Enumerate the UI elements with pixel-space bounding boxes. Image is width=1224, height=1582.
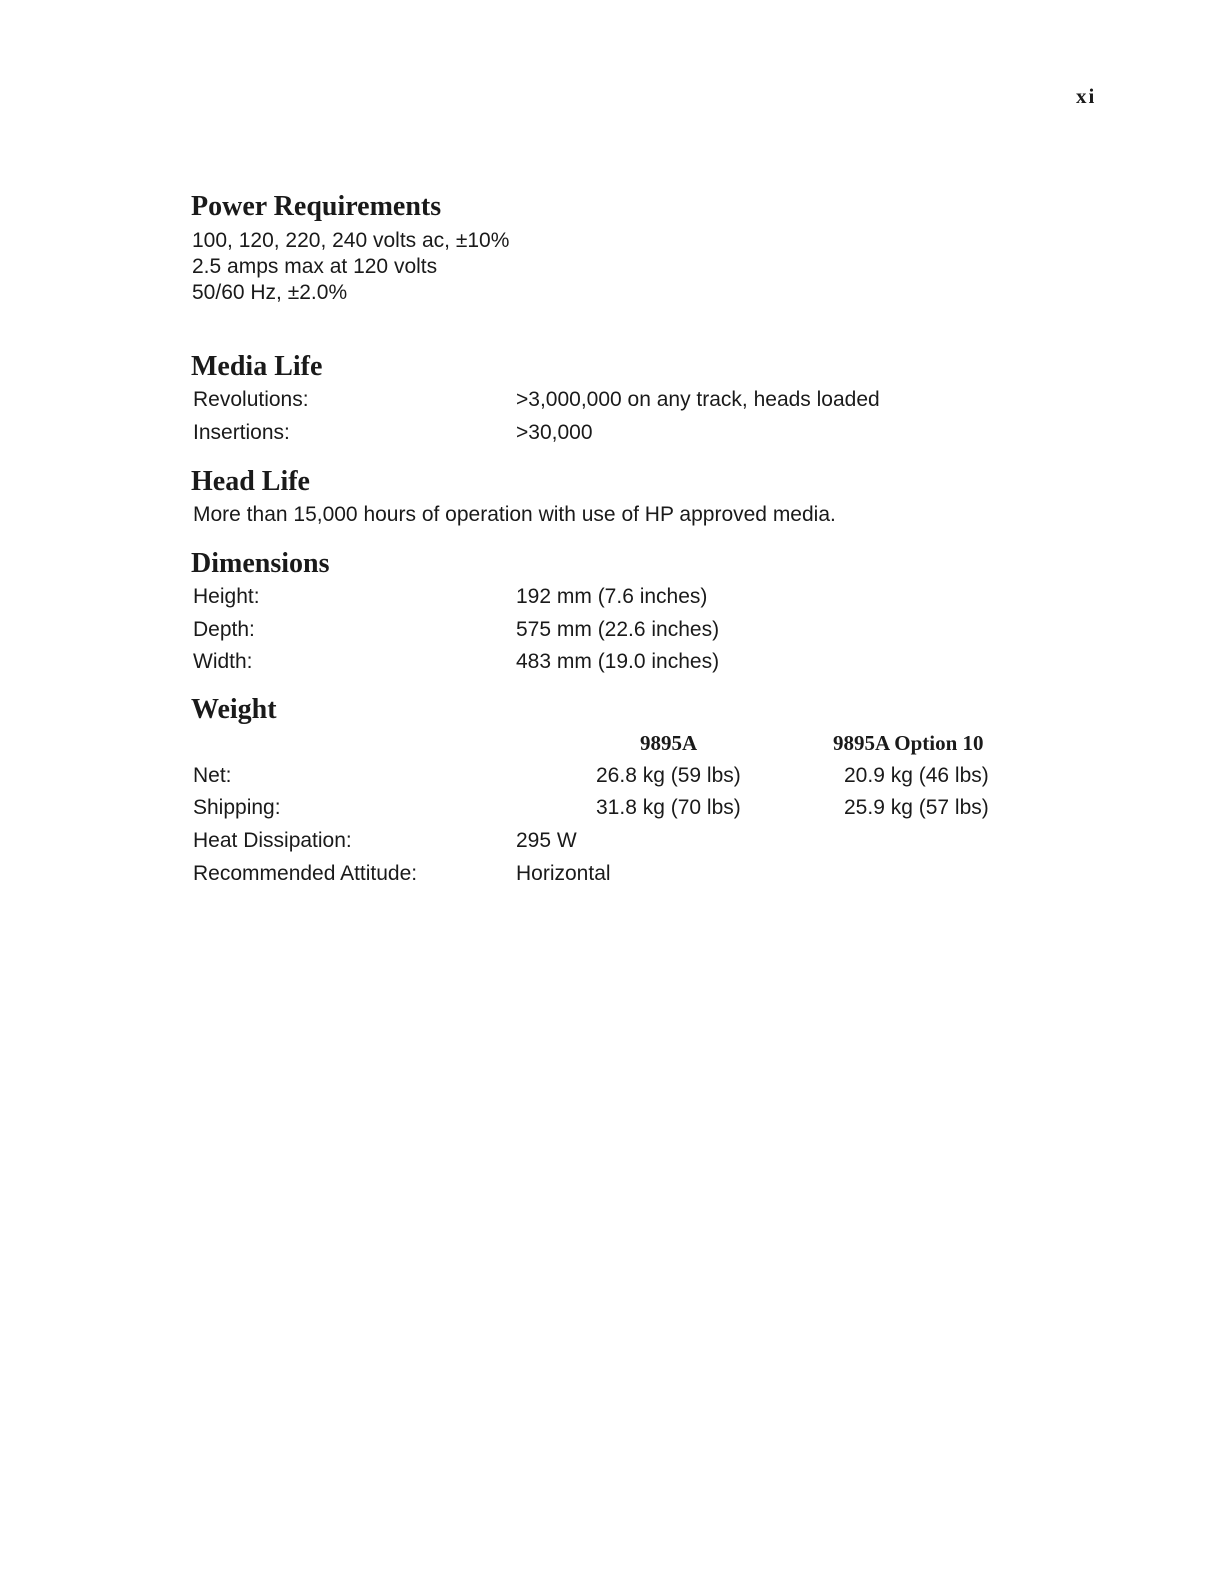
- weight-cell: 25.9 kg (57 lbs): [844, 796, 989, 819]
- media-life-label: Insertions:: [193, 421, 290, 444]
- heat-dissipation-value: 295 W: [516, 829, 577, 852]
- media-life-heading: Media Life: [191, 351, 323, 382]
- weight-column-header: 9895A: [640, 731, 698, 755]
- dimensions-value: 483 mm (19.0 inches): [516, 650, 720, 673]
- weight-heading: Weight: [191, 694, 277, 725]
- power-line: 50/60 Hz, ±2.0%: [192, 281, 348, 304]
- weight-cell: 31.8 kg (70 lbs): [596, 796, 741, 819]
- weight-row-label: Net:: [193, 764, 232, 787]
- heat-dissipation-label: Heat Dissipation:: [193, 829, 352, 852]
- dimensions-value: 192 mm (7.6 inches): [516, 585, 708, 608]
- recommended-attitude-value: Horizontal: [516, 862, 611, 885]
- dimensions-heading: Dimensions: [191, 548, 330, 579]
- recommended-attitude-label: Recommended Attitude:: [193, 862, 418, 885]
- dimensions-label: Width:: [193, 650, 253, 673]
- media-life-value: >30,000: [516, 421, 593, 444]
- power-line: 100, 120, 220, 240 volts ac, ±10%: [192, 229, 510, 252]
- power-line: 2.5 amps max at 120 volts: [192, 255, 438, 278]
- dimensions-label: Height:: [193, 585, 260, 608]
- power-requirements-heading: Power Requirements: [191, 191, 442, 222]
- dimensions-label: Depth:: [193, 618, 255, 641]
- head-life-text: More than 15,000 hours of operation with use of HP approved media.: [193, 503, 836, 526]
- weight-cell: 20.9 kg (46 lbs): [844, 764, 989, 787]
- media-life-label: Revolutions:: [193, 388, 309, 411]
- weight-column-header: 9895A Option 10: [833, 731, 984, 755]
- head-life-heading: Head Life: [191, 466, 310, 497]
- media-life-value: >3,000,000 on any track, heads loaded: [516, 388, 880, 411]
- weight-cell: 26.8 kg (59 lbs): [596, 764, 741, 787]
- page-number: xi: [1076, 84, 1097, 108]
- dimensions-value: 575 mm (22.6 inches): [516, 618, 720, 641]
- weight-row-label: Shipping:: [193, 796, 281, 819]
